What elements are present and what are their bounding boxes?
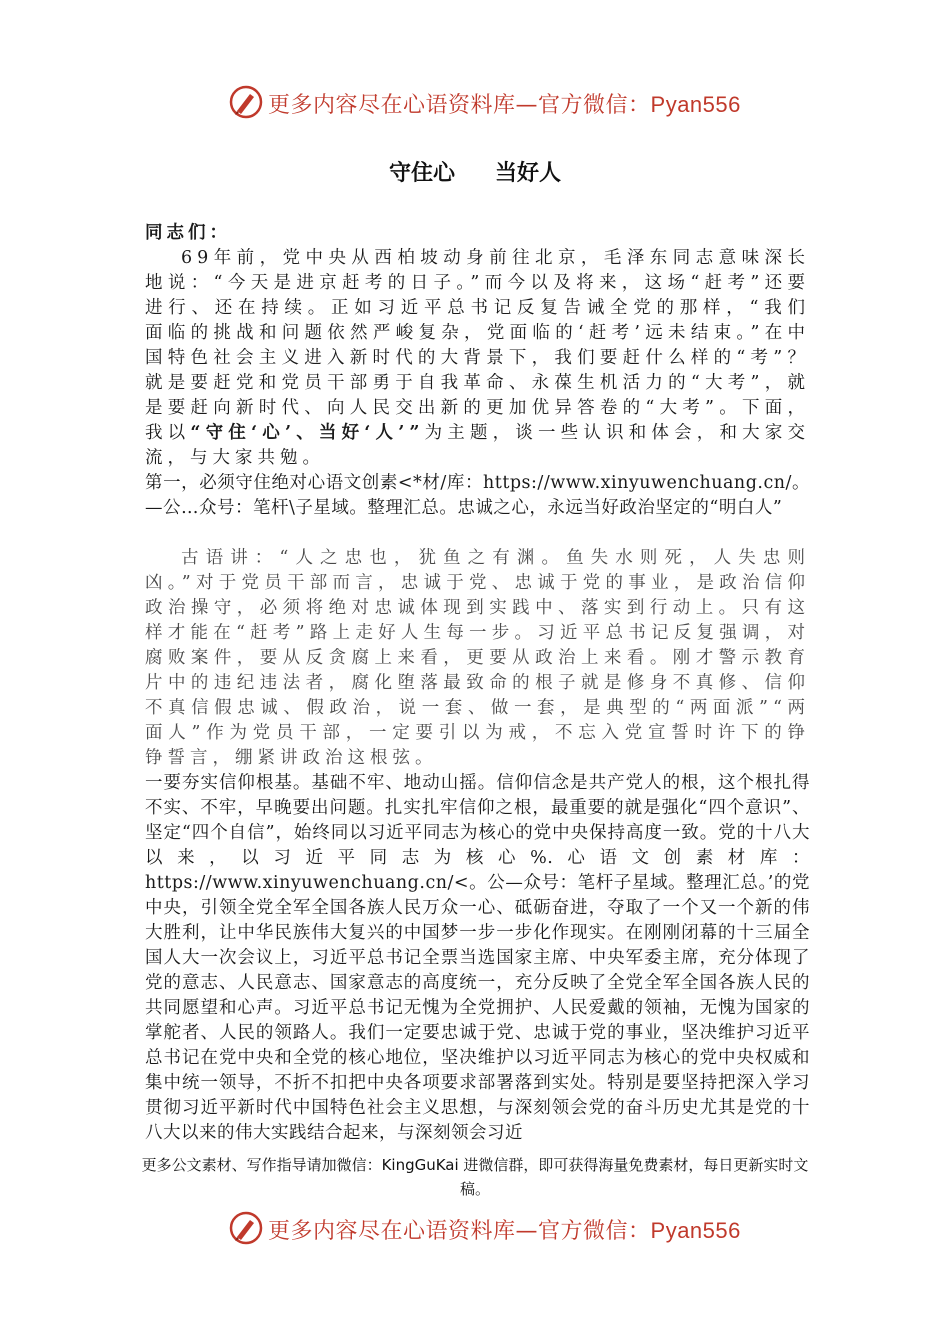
document-body-2 (145, 471, 810, 521)
header-banner (0, 84, 950, 128)
paragraph-3: 古语讲：“人之忠也，犹鱼之有渊。鱼失水则死，人失忠则凶。”对于党员干部而言，忠诚于党、忠诚于党的事业，是政治信仰政治操守，必须将绝对忠诚体现到实践中、落实到行动上。只有这样才能在“赶考”路上走好人生每一步。习近平总书记反复强调，对腐败案件，要从反贪腐上来看，更要从政治上来看。刚才警示教育片中的违纪违法者，腐化堕落最致命的根子就是修身不真修、信仰不真信假忠诚、假政治，说一套、做一套，是典型的“两面派”“两面人”作为党员干部，一定要引以为戒，不忘入党宣誓时许下的铮铮誓言，绷紧讲政治这根弦。 (145, 548, 810, 768)
paragraph-4: 一要夯实信仰根基。基础不牢、地动山摇。信仰信念是共产党人的根，这个根扎得不实、不牢，早晚要出问题。扎实扎牢信仰之根，最重要的就是强化“四个意识”、坚定“四个自信”，始终同以习近平同志为核心的党中央保持高度一致。党的十八大以来，以习近平同志为核心%.心语文创素材库：https://www.xinyuwenchuang.cn/<。公—众号：笔杆子星域。整理汇总。’的党中央，引领全党全军全国各族人民万众一心、砥砺奋进，夺取了一个又一个新的伟大胜利，让中华民族伟大复兴的中国梦一步一步化作现实。在刚刚闭幕的十三届全国人大一次会议上，习近平总书记全票当选国家主席、中央军委主席，充分体现了党的意志、人民意志、国家意志的高度统一，充分反映了全党全军全国各族人民的共同愿望和心声。习近平总书记无愧为全党拥护、人民爱戴的领袖，无愧为国家的掌舵者、人民的领路人。我们一定要忠诚于党、忠诚于党的事业，坚决维护习近平总书记在党中央和全党的核心地位，坚决维护以习近平同志为核心的党中央权威和集中统一领导，不折不扣把中央各项要求部署落到实处。特别是要坚持把深入学习贯彻习近平新时代中国特色社会主义思想，与深刻领会党的奋斗历史尤其是党的十八大以来的伟大实践结合起来，与深刻领会习近 (145, 773, 810, 1143)
document-body-3 (145, 546, 810, 771)
page-title (0, 156, 950, 187)
paragraph-1: 69年前，党中央从西柏坡动身前往北京，毛泽东同志意味深长地说：“今天是进京赶考的日子。”而今以及将来，这场“赶考”还要进行、还在持续。正如习近平总书记反复告诫全党的那样，“我们面临的挑战和问题依然严峻复杂，党面临的‘赶考’远未结束。”在中国特色社会主义进入新时代的大背景下，我们要赶什么样的“考”？就是要赶党和党员干部勇于自我革命、永葆生机活力的“大考”，就是要赶向新时代、向人民交出新的更加优异答卷的“大考”。下面，我以“守住‘心’、当好‘人’”为主题，谈一些认识和体会，和大家交流，与大家共勉。 (145, 248, 810, 468)
pen-logo-icon (228, 1210, 264, 1246)
paragraph-2: 第一，必须守住绝对心语文创素<*材/库：https://www.xinyuwenchuang.cn/。—公…众号：笔杆\子星域。整理汇总。忠诚之心，永远当好政治坚定的“明白人” (145, 473, 810, 518)
banner-wechat-id: Pyan556 (650, 92, 741, 117)
banner-wechat-id: Pyan556 (650, 1218, 741, 1243)
document-body (145, 221, 810, 471)
theme-bold: “守住‘心’、当好‘人’” (190, 423, 425, 443)
footer-note: 更多公文素材、写作指导请加微信：KingGuKai 进微信群，即可获得海量免费素材，每日更新实时文稿。 (141, 1156, 809, 1198)
greeting: 同志们： (145, 223, 231, 243)
title-part-2: 当好人 (495, 161, 562, 186)
banner-text: 更多内容尽在心语资料库—官方微信：Pyan556 (268, 1218, 741, 1244)
footer-banner (0, 1210, 950, 1254)
banner-text: 更多内容尽在心语资料库—官方微信：Pyan556 (268, 92, 741, 118)
document-body-4 (145, 771, 810, 1146)
title-part-1: 守住心 (388, 161, 455, 186)
pen-logo-icon (228, 84, 264, 120)
